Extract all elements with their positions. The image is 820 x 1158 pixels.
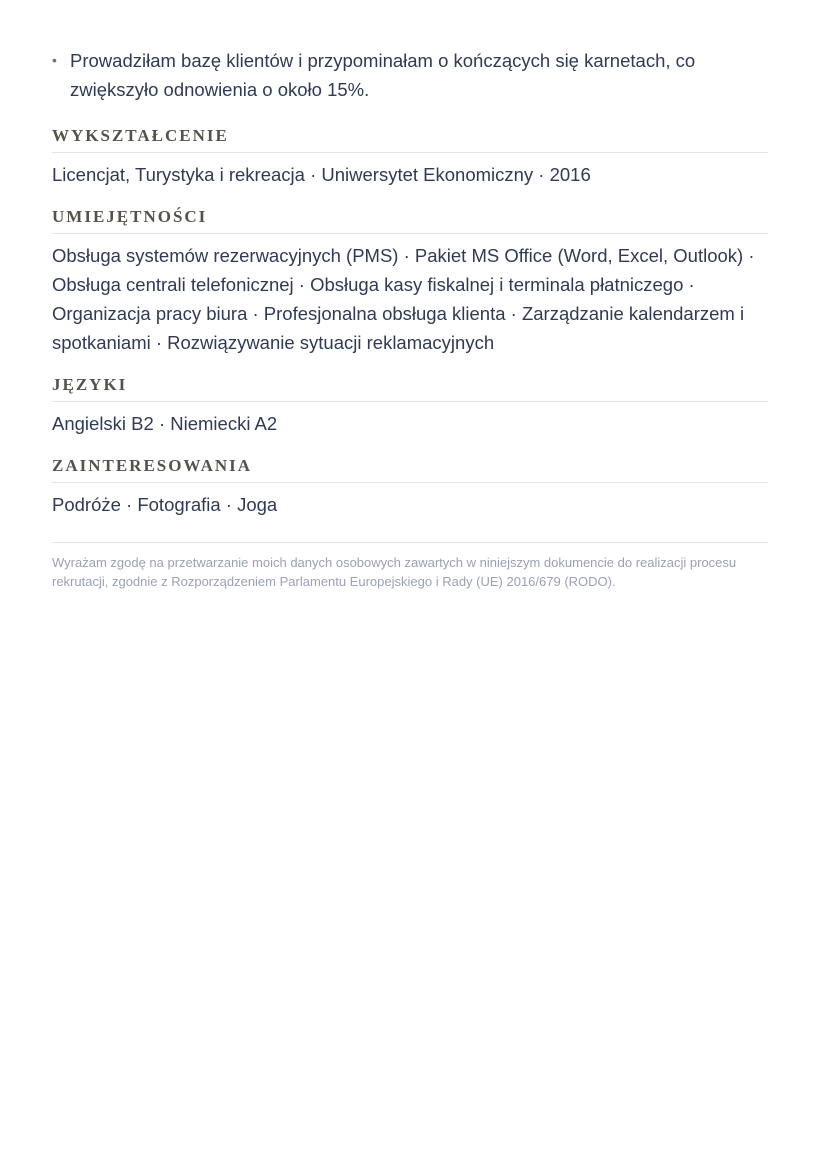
education-heading: WYKSZTAŁCENIE xyxy=(52,126,768,153)
footer-divider xyxy=(52,542,768,543)
skills-heading: UMIEJĘTNOŚCI xyxy=(52,207,768,234)
languages-section xyxy=(52,375,768,438)
experience-bullet-item xyxy=(52,46,768,104)
experience-bullet-text: Prowadziłam bazę klientów i przypominałam o kończących się karnetach, co zwiększyło odnowienia o około 15%. xyxy=(70,50,696,100)
skills-text: Obsługa systemów rezerwacyjnych (PMS) · Pakiet MS Office (Word, Excel, Outlook) · Obsługa centrali telefonicznej · Obsługa kasy fiskalnej i terminala płatniczego · Organizacja pracy biura · Profesjonalna obsługa klienta · Zarządzanie kalendarzem i spotkaniami · Rozwiązywanie sytuacji reklamacyjnych xyxy=(52,245,755,353)
bullet-icon: • xyxy=(52,52,57,68)
gdpr-consent-clause: Wyrażam zgodę na przetwarzanie moich danych osobowych zawartych w niniejszym dokumencie do realizacji procesu rekrutacji, zgodnie z Rozporządzeniem Parlamentu Europejskiego i Rady (UE) 2016/679 (RODO). xyxy=(52,555,737,589)
resume-page xyxy=(52,46,768,604)
interests-text: Podróże · Fotografia · Joga xyxy=(52,494,278,515)
education-section xyxy=(52,126,768,189)
education-text: Licencjat, Turystyka i rekreacja · Uniwersytet Ekonomiczny · 2016 xyxy=(52,164,591,185)
languages-heading: JĘZYKI xyxy=(52,375,768,402)
interests-section xyxy=(52,456,768,519)
languages-text: Angielski B2 · Niemiecki A2 xyxy=(52,413,278,434)
skills-section xyxy=(52,207,768,357)
experience-bullet-list xyxy=(52,46,768,104)
interests-heading: ZAINTERESOWANIA xyxy=(52,456,768,483)
